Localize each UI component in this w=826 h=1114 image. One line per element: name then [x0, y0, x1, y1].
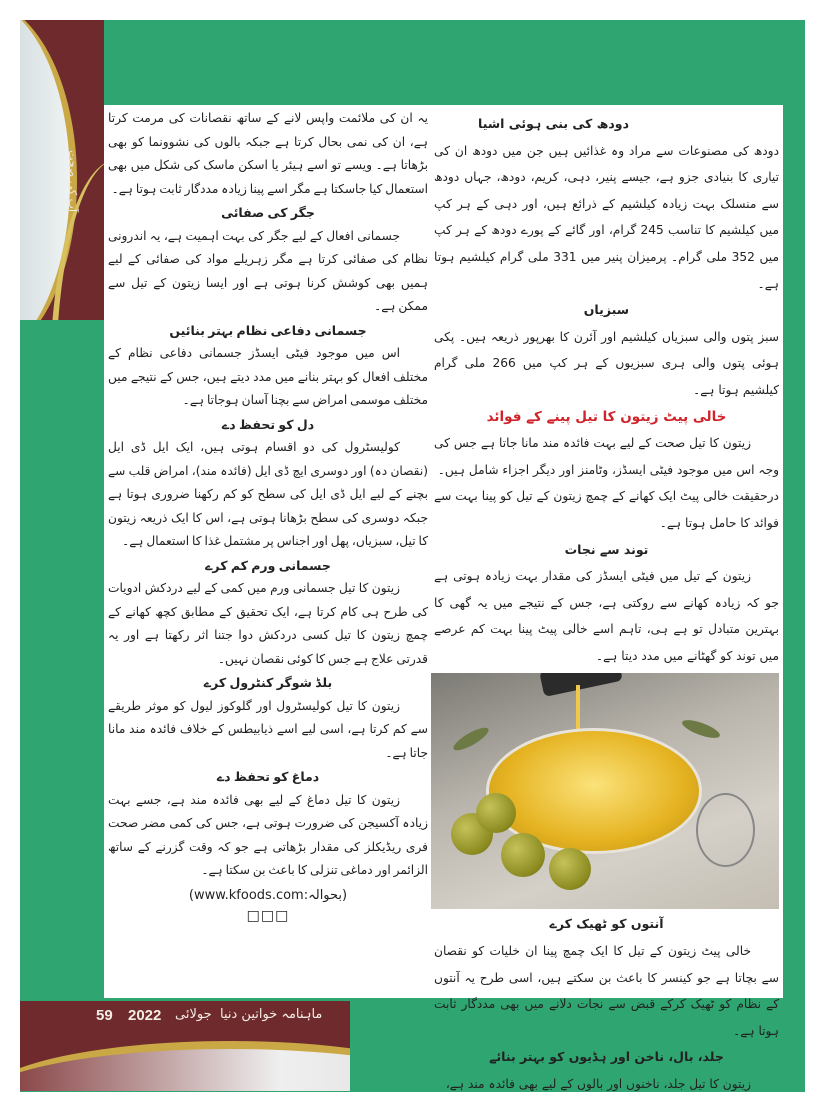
olive-leaf: [680, 717, 722, 742]
paragraph: خالی پیٹ زیتون کے تیل کا ایک چمچ پینا ان خلیات کو نقصان سے بچاتا ہے جو کینسر کا باعث بن سکتے ہیں، اسی طرح یہ آنتوں کے نظام کو ٹھیک کرکے قبض سے نجات دلانے میں بھی مددگار ثابت ہوتا ہے۔: [434, 944, 779, 1038]
whisk: [696, 793, 755, 867]
olive: [501, 833, 545, 877]
issue-year: 2022: [128, 1007, 162, 1024]
paragraph: کولیسٹرول کی دو اقسام ہوتی ہیں، ایک ایل ڈی ایل (نقصان دہ) اور دوسری ایچ ڈی ایل (فائدہ مند)، امراض قلب سے بچنے کے لیے ایل ڈی ایل کی سطح کو کم رکھنا ضروری ہوتا ہے جبکہ دوسری کی سطح بڑھانا ہوتی ہے، اس کا ایک ذریعہ زیتون کا تیل، سبزیاں، پھل اور اجناس پر مشتمل غذا کا استعمال ہے۔: [108, 440, 428, 548]
page-number: 59: [96, 1007, 113, 1024]
heading-dairy: دودھ کی بنی ہوئی اشیا: [478, 116, 629, 131]
paragraph: زیتون کا تیل جسمانی ورم میں کمی کے لیے دردکش ادویات کی طرح ہی کام کرتا ہے، ایک تحقیق کے مطابق کچھ کھانے کے چمچ زیتون کا تیل کسی دردکش دوا جتنا اثر رکھتا ہے اور یہ قدرتی علاج ہے جس کا کوئی نقصان نہیں۔: [108, 581, 428, 666]
heading-belly: توند سے نجات: [564, 541, 649, 557]
olive-oil-photo: [431, 673, 779, 909]
magazine-name: ماہنامہ خواتین دنیا: [220, 1007, 323, 1022]
paragraph: سبز پتوں والی سبزیاں کیلشیم اور آئرن کا بھرپور ذریعہ ہیں۔ پکی ہوئی پتوں والی ہری سبزیوں کے ہر کپ میں 266 ملی گرام کیلشیم ہوتا ہے۔: [434, 329, 779, 397]
section-label: آپ کی صحت: [66, 150, 79, 213]
paragraph: زیتون کا تیل کولیسٹرول اور گلوکوز لیول کو موثر طریقے سے کم کرتا ہے، اسی لیے اسے ذیابیطس کے خلاف فائدہ مند مانا جاتا ہے۔: [108, 698, 428, 760]
paragraph: زیتون کا تیل جلد، ناخنوں اور بالوں کے لیے بھی فائدہ مند ہے،: [445, 1077, 751, 1092]
heading-blood-sugar: بلڈ شوگر کنٹرول کرے: [203, 675, 333, 690]
paragraph: درحقیقت خالی پیٹ ایک کھانے کے چمچ زیتون کے تیل کو پینا بہت سے فوائد کا حامل ہوتا ہے۔: [434, 489, 779, 530]
olive-leaf: [451, 724, 492, 754]
heading-immunity: جسمانی دفاعی نظام بہتر بنائیں: [169, 322, 367, 338]
heading-intestines: آنتوں کو ٹھیک کرے: [549, 916, 664, 932]
paragraph: زیتون کا تیل دماغ کے لیے بھی فائدہ مند ہے، جسے بہت زیادہ آکسیجن کی ضرورت ہوتی ہے، جس کی کمی مضر صحت فری ریڈیکلز کی مقدار بڑھاتی ہے جو کہ وقت گزرنے کے ساتھ الزائمر اور دماغی تنزلی کا باعث بن سکتا ہے۔: [108, 792, 428, 877]
side-decoration: [20, 20, 104, 320]
heading-vegetables: سبزیاں: [583, 302, 629, 318]
heading-brain: دماغ کو تحفظ دے: [216, 769, 320, 784]
issue-month: جولائی: [175, 1007, 212, 1022]
source-credit: (www.kfoods.com:بحوالہ): [188, 887, 348, 903]
paragraph: جسمانی افعال کے لیے جگر کی بہت اہمیت ہے، یہ اندرونی نظام کی صفائی کرتا ہے مگر زہریلے مواد کی صفائی کے لیے ہمیں بھی کوشش کرنا ہوتی ہے اور ایسا زیتون کے تیل سے ممکن ہے۔: [108, 228, 428, 313]
decorative-swoosh: [20, 1041, 350, 1091]
olive: [549, 848, 591, 890]
left-column: [108, 107, 428, 926]
heading-skin-hair: جلد، بال، ناخن اور ہڈیوں کو بہتر بنائے: [489, 1049, 724, 1065]
paragraph: اس میں موجود فیٹی ایسڈز جسمانی دفاعی نظام کے مختلف افعال کو بہتر بنانے میں مدد دیتے ہیں، جس کے نتیجے میں مختلف موسمی امراض سے بچنا آسان ہوجاتا ہے۔: [108, 346, 428, 407]
bottle: [539, 673, 623, 697]
end-mark: □□□: [246, 907, 290, 924]
paragraph: زیتون کا تیل صحت کے لیے بہت فائدہ مند مانا جاتا ہے جس کی وجہ اس میں موجود فیٹی ایسڈز، وٹامنز اور دیگر اجزاء شامل ہیں۔: [434, 436, 779, 477]
heading-liver: جگر کی صفائی: [221, 205, 315, 220]
article-title: خالی پیٹ زیتون کا تیل پینے کے فوائد: [486, 408, 727, 425]
heading-heart: دل کو تحفظ دے: [221, 416, 315, 432]
right-column: [434, 111, 779, 1098]
paragraph: یہ ان کی ملائمت واپس لانے کے ساتھ نقصانات کی مرمت کرتا ہے، ان کی نمی بحال کرتا ہے جبکہ بالوں کی نشوونما کو بھی بڑھاتا ہے۔ ویسے تو اسے ہیئر یا اسکن ماسک کی شکل میں بھی استعمال کیا جاسکتا ہے مگر اسے پینا زیادہ مددگار ثابت ہوتا ہے۔: [108, 111, 428, 196]
paragraph: زیتون کے تیل میں فیٹی ایسڈز کی مقدار بہت زیادہ ہوتی ہے جو کہ زیادہ کھانے سے روکتی ہے، جس کے نتیجے میں یہ گھی کا بہترین متبادل تو ہے ہی، تاہم اسے خالی پیٹ پینا بہت کم عرصے میں توند کو گھٹانے میں مدد دیتا ہے۔: [434, 569, 779, 663]
paragraph: دودھ کی مصنوعات سے مراد وہ غذائیں ہیں جن میں دودھ ان کی تیاری کا بنیادی جزو ہے، جیسے پنیر، دہی، کریم، دودھ، جہاں دودھ سے منسلک بہت زیادہ کیلشیم کے ذرائع ہیں، اور دہی کے ہر کپ میں کیلشیم کا تناسب 245 گرام، اور گائے کے پورے دودھ کے ہر کپ میں 352 ملی گرام۔ پرمیزان پنیر میں 331 ملی گرام کیلشیم ہوتا ہے۔: [434, 143, 780, 291]
footer-banner: [20, 1001, 350, 1091]
heading-inflammation: جسمانی ورم کم کرے: [205, 557, 331, 573]
